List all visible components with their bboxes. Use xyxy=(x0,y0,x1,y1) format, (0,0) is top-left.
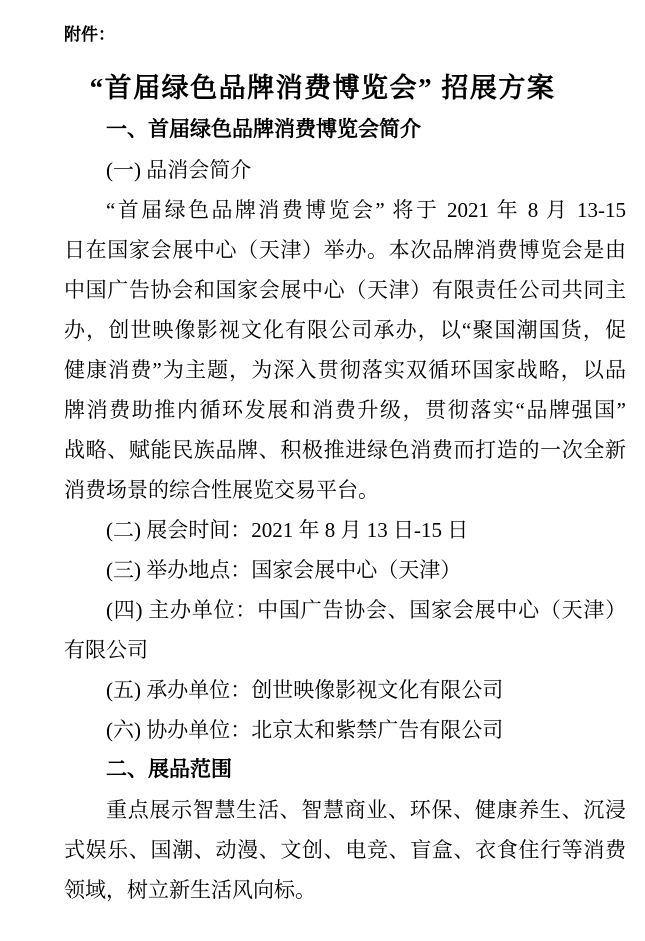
paragraph-line: 健康消费”为主题，为深入贯彻落实双循环国家战略，以品 xyxy=(64,358,626,382)
detail-line-host-wrap: 有限公司 xyxy=(64,638,148,662)
paragraph-line: 办，创世映像影视文化有限公司承办，以“聚国潮国货，促 xyxy=(64,318,626,342)
paragraph-line: 消费场景的综合性展览交易平台。 xyxy=(64,478,379,502)
attachment-label: 附件： xyxy=(64,25,115,44)
document-body xyxy=(64,110,626,910)
paragraph-line: “首届绿色品牌消费博览会” 将于 2021 年 8 月 13-15 xyxy=(106,198,626,222)
paragraph-line: 日在国家会展中心（天津）举办。本次品牌消费博览会是由 xyxy=(64,238,626,262)
detail-line-time: (二) 展会时间：2021 年 8 月 13 日-15 日 xyxy=(106,518,469,542)
paragraph-line: 牌消费助推内循环发展和消费升级，贯彻落实“品牌强国” xyxy=(64,398,626,422)
intro-paragraph xyxy=(64,190,626,510)
detail-line-organizer: (五) 承办单位：创世映像影视文化有限公司 xyxy=(106,678,504,702)
paragraph-line: 重点展示智慧生活、智慧商业、环保、健康养生、沉浸 xyxy=(106,798,626,822)
document-title: “首届绿色品牌消费博览会” 招展方案 xyxy=(89,73,556,103)
detail-list xyxy=(64,510,626,750)
scope-paragraph xyxy=(64,790,626,910)
paragraph-line: 式娱乐、国潮、动漫、文创、电竞、盲盒、衣食住行等消费 xyxy=(64,838,626,862)
section2-heading: 二、展品范围 xyxy=(106,758,232,781)
section1-heading: 一、首届绿色品牌消费博览会简介 xyxy=(106,118,421,141)
paragraph-line: 中国广告协会和国家会展中心（天津）有限责任公司共同主 xyxy=(64,278,626,302)
section1-subheading: (一) 品消会简介 xyxy=(106,158,252,182)
detail-line-host: (四) 主办单位：中国广告协会、国家会展中心（天津） xyxy=(106,598,626,622)
detail-line-venue: (三) 举办地点：国家会展中心（天津） xyxy=(106,558,462,582)
paragraph-line: 领域，树立新生活风向标。 xyxy=(64,878,316,902)
detail-line-coorganizer: (六) 协办单位：北京太和紫禁广告有限公司 xyxy=(106,718,504,742)
paragraph-line: 战略、赋能民族品牌、积极推进绿色消费而打造的一次全新 xyxy=(64,438,626,462)
